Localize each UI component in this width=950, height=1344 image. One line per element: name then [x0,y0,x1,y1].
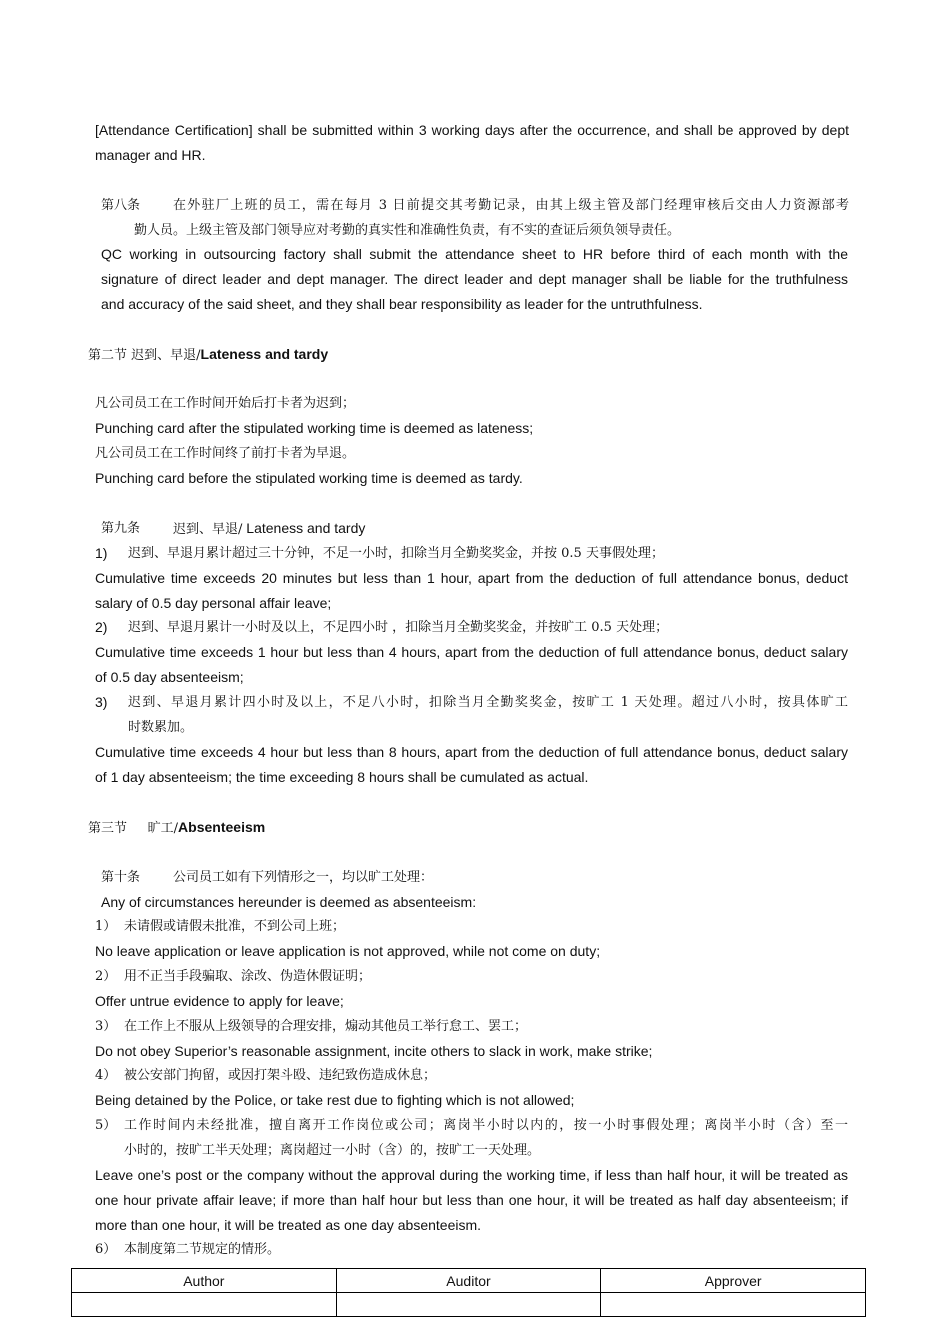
approver-signature-cell [601,1293,866,1317]
signature-table [71,1268,866,1317]
list-item-en: No leave application or leave application is not approved, while not come on duty; [95,943,601,959]
list-item-zh: 本制度第二节规定的情形。 [124,1242,281,1257]
list-item-zh: 工作时间内未经批准，擅自离开工作岗位或公司；离岗半小时以内的，按一小时事假处理；离岗半小时（含）至一 [124,1118,848,1133]
list-number: 1) [95,545,108,561]
list-item-en: more than one hour, it will be treated as one day absenteeism. [95,1217,482,1233]
article-label: 第九条 [101,521,141,536]
list-item-en: Cumulative time exceeds 1 hour but less than 4 hours, apart from the deduction of full attendance bonus, deduct salary [95,644,848,660]
list-item-en: Leave one’s post or the company without the approval during the working time, if less than half hour, it will be treated as [95,1167,848,1183]
article-text-en: QC working in outsourcing factory shall submit the attendance sheet to HR before third of each month with the [101,246,848,262]
list-item-en: one hour private affair leave; if more than half hour but less than one hour, it will be treated as half day absenteeism; if [95,1192,848,1208]
article-text-en: Any of circumstances hereunder is deemed as absenteeism: [101,894,477,910]
section-heading [88,815,265,841]
list-item-en: Cumulative time exceeds 20 minutes but less than 1 hour, apart from the deduction of full attendance bonus, deduct [95,570,848,586]
list-item-en: of 0.5 day absenteeism; [95,669,244,685]
list-number: 3） [95,1019,117,1034]
section-heading [88,342,328,368]
article-title-en: Lateness and tardy [242,520,366,536]
auditor-signature-cell [336,1293,601,1317]
article-title-zh: 迟到、早退/ [173,522,243,537]
section-heading-zh: 第三节 旷工/ [88,821,179,836]
section-heading-zh: 第二节 迟到、早退/ [88,348,201,363]
article-label: 第八条 [101,198,141,213]
paragraph-line: 凡公司员工在工作时间终了前打卡者为早退。 [95,446,356,461]
paragraph-line: Punching card before the stipulated working time is deemed as tardy. [95,470,523,486]
list-item-zh: 时数累加。 [128,720,194,735]
article-title [173,516,365,542]
article-text-en: signature of direct leader and dept manager. The direct leader and dept manager shall be liable for the truthfulness [101,271,848,287]
list-item-zh: 未请假或请假未批准，不到公司上班； [124,919,346,934]
auditor-header: Auditor [336,1269,601,1293]
paragraph-line: manager and HR. [95,147,206,163]
paragraph-line: Punching card after the stipulated working time is deemed as lateness; [95,420,534,436]
list-item-en: of 1 day absenteeism; the time exceeding 8 hours shall be cumulated as actual. [95,769,589,785]
list-item-zh: 在工作上不服从上级领导的合理安排，煽动其他员工举行怠工、罢工； [124,1019,528,1034]
list-number: 1） [95,919,117,934]
author-signature-cell [72,1293,337,1317]
list-number: 2） [95,969,117,984]
list-item-en: salary of 0.5 day personal affair leave; [95,595,332,611]
list-item-en: Do not obey Superior’s reasonable assignment, incite others to slack in work, make strike; [95,1043,653,1059]
table-row [72,1293,866,1317]
article-text-zh: 在外驻厂上班的员工，需在每月 3 日前提交其考勤记录，由其上级主管及部门经理审核后交由人力资源部考 [173,198,849,213]
section-heading-en: Absenteeism [178,819,266,835]
article-label: 第十条 [101,870,141,885]
list-number: 3) [95,694,108,710]
list-item-zh: 用不正当手段骗取、涂改、伪造休假证明； [124,969,372,984]
article-text-zh: 勤人员。上级主管及部门领导应对考勤的真实性和准确性负责，有不实的查证后须负领导责任。 [134,223,681,238]
list-item-en: Offer untrue evidence to apply for leave; [95,993,344,1009]
table-row [72,1269,866,1293]
list-item-zh: 迟到、早退月累计四小时及以上，不足八小时，扣除当月全勤奖奖金，按旷工 1 天处理。超过八小时，按具体旷工 [128,695,848,710]
list-item-zh: 迟到、早退月累计超过三十分钟，不足一小时，扣除当月全勤奖奖金，并按 0.5 天事假处理； [128,546,664,561]
paragraph-line: 凡公司员工在工作时间开始后打卡者为迟到； [95,396,356,411]
list-number: 2) [95,619,108,635]
section-heading-en: Lateness and tardy [200,346,329,362]
list-number: 4） [95,1068,117,1083]
list-item-zh: 迟到、早退月累计一小时及以上，不足四小时 ，扣除当月全勤奖奖金，并按旷工 0.5 天处理； [128,620,669,635]
article-text-en: and accuracy of the said sheet, and they shall bear responsibility as leader for the untruthfulness. [101,296,703,312]
paragraph-line: [Attendance Certification] shall be submitted within 3 working days after the occurrence, and shall be approved by dept [95,122,849,138]
list-item-en: Being detained by the Police, or take rest due to fighting which is not allowed; [95,1092,575,1108]
list-item-zh: 被公安部门拘留，或因打架斗殴、违纪致伤造成休息； [124,1068,437,1083]
list-number: 5） [95,1118,117,1133]
list-item-en: Cumulative time exceeds 4 hour but less than 8 hours, apart from the deduction of full attendance bonus, deduct salary [95,744,848,760]
author-header: Author [72,1269,337,1293]
list-item-zh: 小时的，按旷工半天处理；离岗超过一小时（含）的，按旷工一天处理。 [124,1143,541,1158]
approver-header: Approver [601,1269,866,1293]
article-text-zh: 公司员工如有下列情形之一，均以旷工处理： [173,870,434,885]
list-number: 6） [95,1242,117,1257]
